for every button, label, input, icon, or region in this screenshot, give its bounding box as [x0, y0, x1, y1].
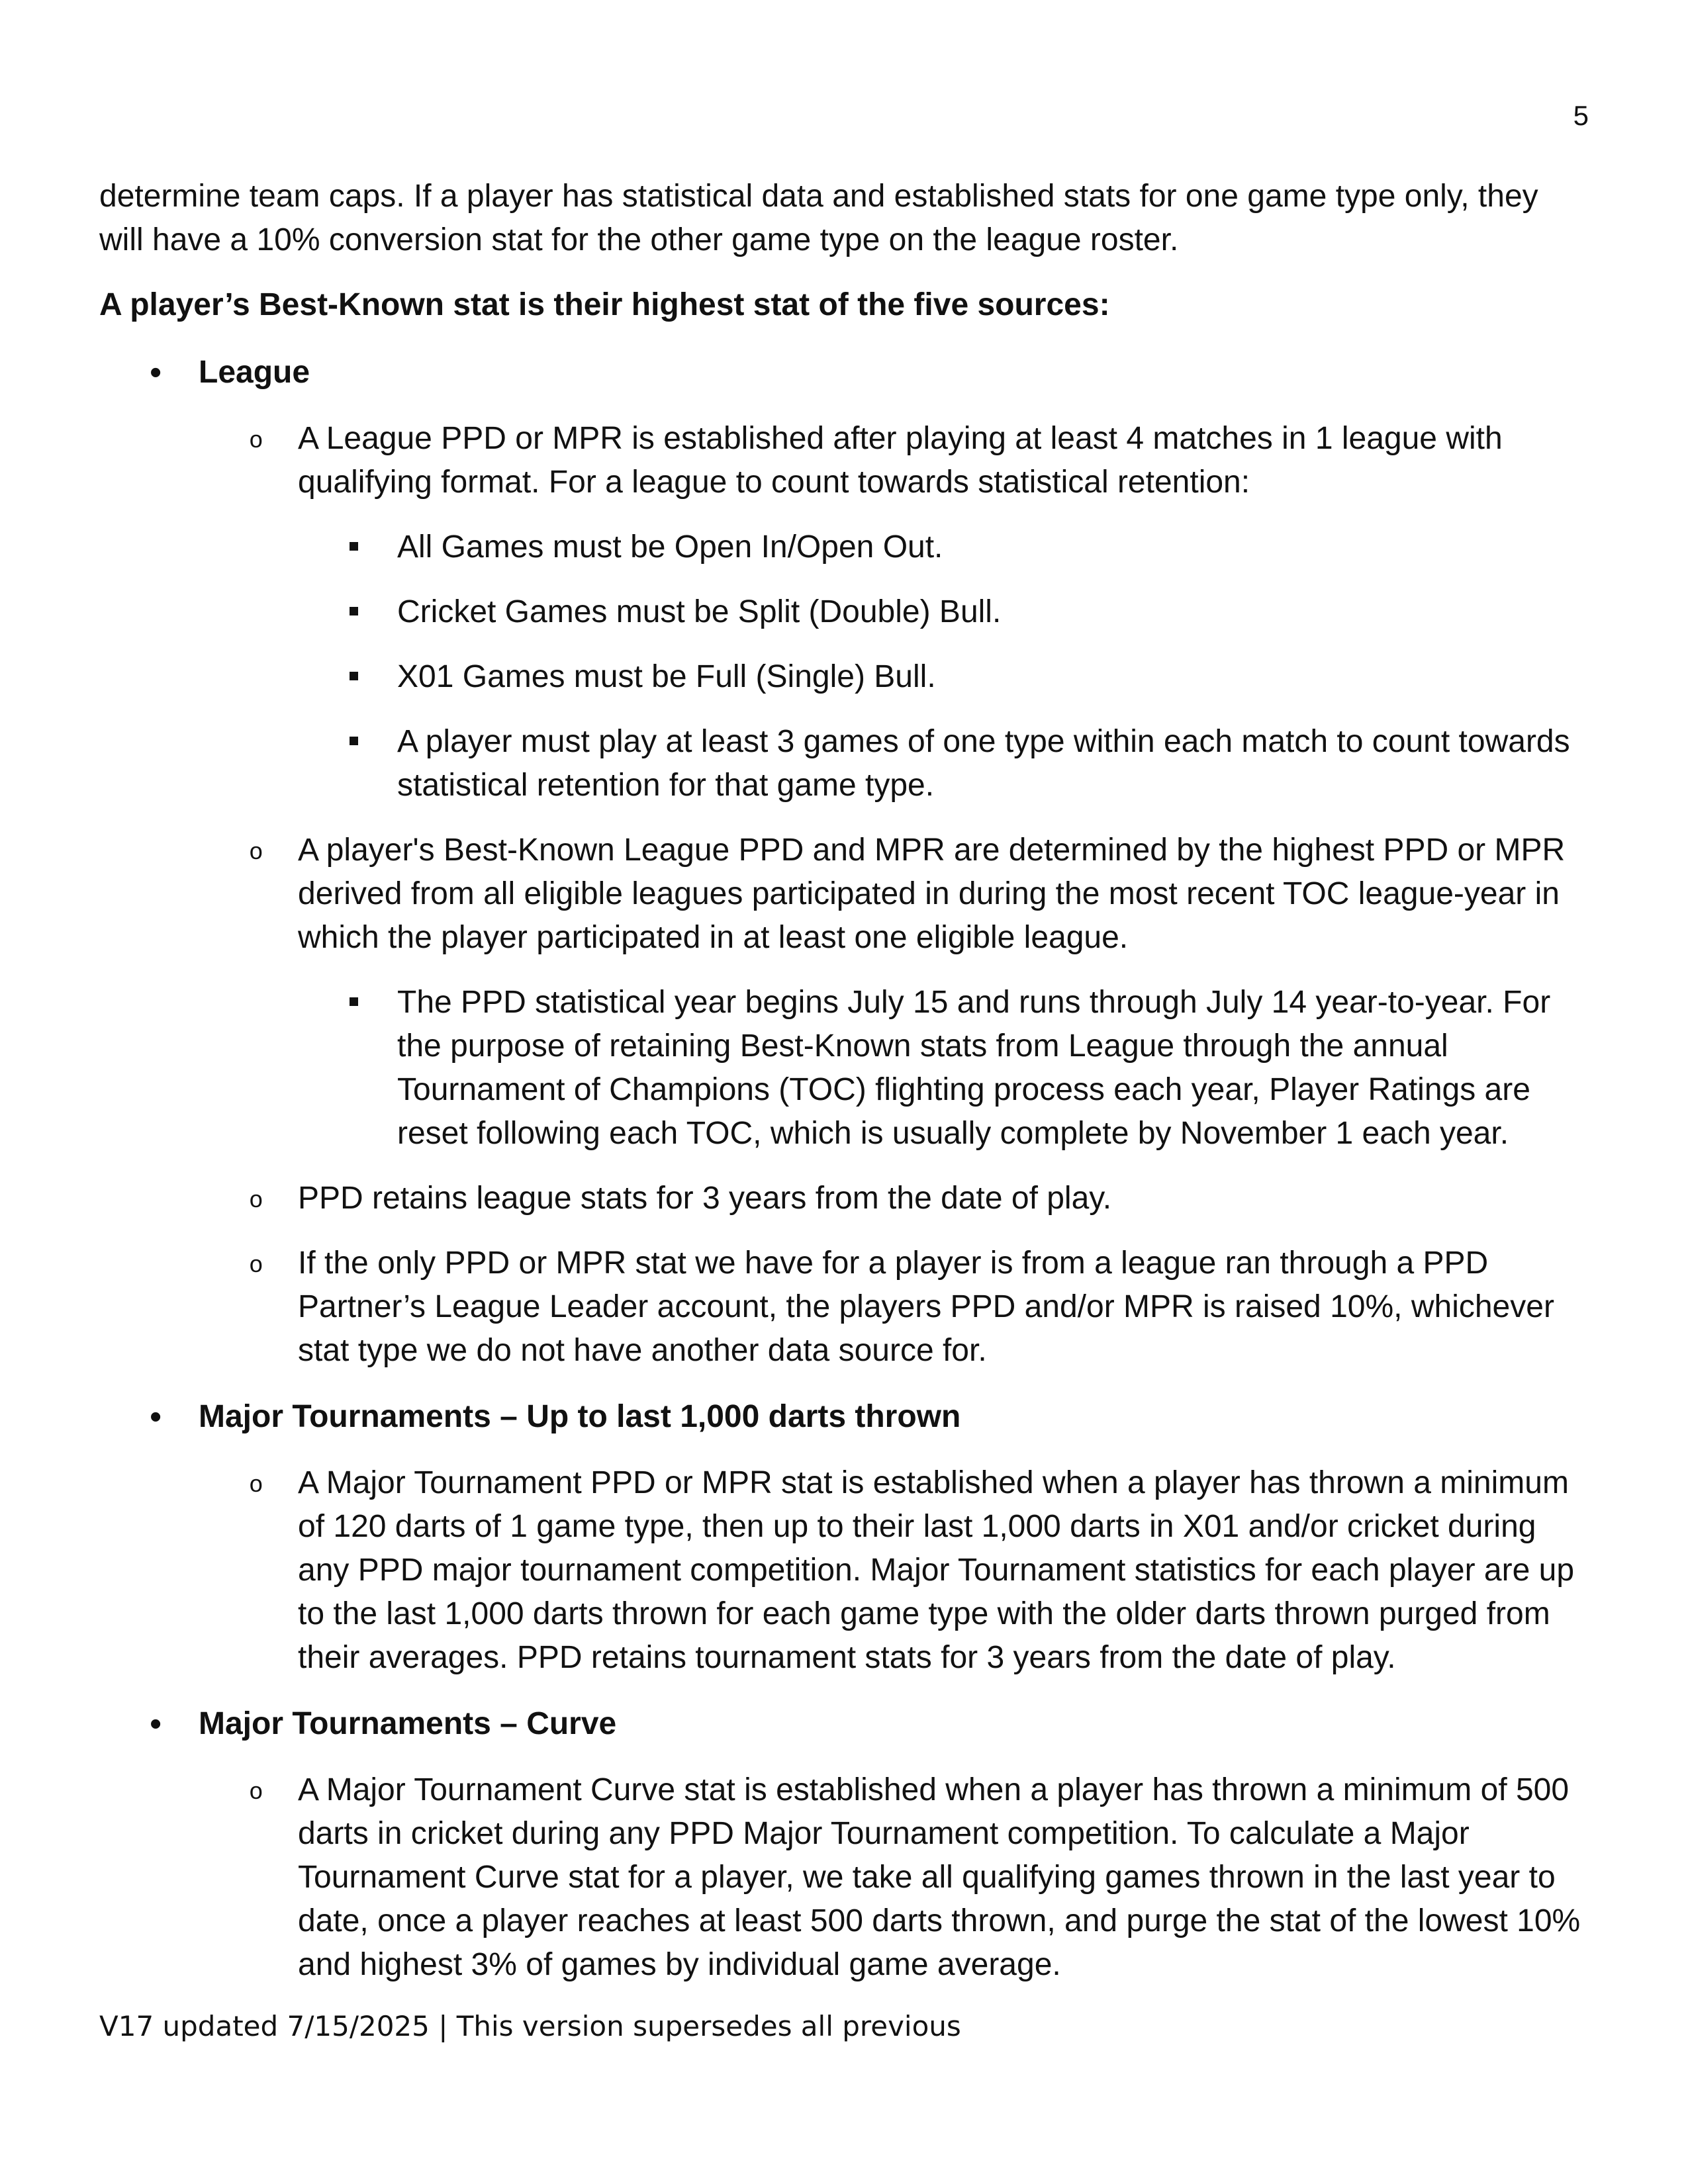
league-retention: o PPD retains league stats for 3 years from the date of play. — [199, 1177, 1589, 1220]
page-number: 5 — [1573, 100, 1589, 131]
league-establishment — [199, 417, 1589, 807]
major-curve-title: • Major Tournaments – Curve — [199, 1706, 617, 1741]
league-best-known-text: o A player's Best-Known League PPD and MPR are determined by the highest PPD or MPR derived from all eligible leagues participated in during the most recent TOC league-year in which the player participated in at least one eligible league. — [298, 833, 1566, 955]
league-rule-three-games: A player must play at least 3 games of one type within each match to count towards statistical retention for that game type. — [298, 720, 1589, 807]
major-darts-title: • Major Tournaments – Up to last 1,000 darts thrown — [199, 1399, 961, 1434]
stat-sources-list — [99, 351, 1589, 1987]
intro-paragraph: determine team caps. If a player has statistical data and established stats for one game type only, they will have a 10% conversion stat for the other game type on the league roster. — [99, 179, 1538, 257]
league-rule-x01-bull: X01 Games must be Full (Single) Bull. — [298, 655, 1589, 699]
source-major-curve — [99, 1702, 1589, 1987]
league-best-known-notes — [298, 981, 1589, 1156]
league-format-rules — [298, 525, 1589, 807]
league-title: • League — [199, 355, 310, 390]
major-darts-rule: o A Major Tournament PPD or MPR stat is established when a player has thrown a minimum of 120 darts of 1 game type, then up to their last 1,000 darts in X01 and/or cricket during any PPD major tournament competition. Major Tournament statistics for each player are up to the last 1,000 darts thrown for each game type with the older darts thrown purged from their averages. PPD retains tournament stats for 3 years from the date of play. — [199, 1461, 1589, 1680]
league-establishment-text: o A League PPD or MPR is established after playing at least 4 matches in 1 league with qualifying format. For a league to count towards statistical retention: — [298, 421, 1503, 500]
league-partner-rule: o If the only PPD or MPR stat we have for a player is from a league ran through a PPD Partner’s League Leader account, the players PPD and/or MPR is raised 10%, whichever stat type we do not have another data source for. — [199, 1242, 1589, 1373]
source-major-darts — [99, 1395, 1589, 1680]
source-league — [99, 351, 1589, 1373]
major-curve-subitems — [199, 1768, 1589, 1987]
section-heading: A player’s Best-Known stat is their highest stat of the five sources: — [99, 287, 1110, 322]
league-best-known — [199, 829, 1589, 1156]
major-curve-rule: o A Major Tournament Curve stat is established when a player has thrown a minimum of 500 darts in cricket during any PPD Major Tournament competition. To calculate a Major Tournament Curve stat for a player, we take all qualifying games thrown in the last year to date, once a player reaches at least 500 darts thrown, and purge the stat of the lowest 10% and highest 3% of games by individual game average. — [199, 1768, 1589, 1987]
league-rule-cricket-bull: Cricket Games must be Split (Double) Bull. — [298, 590, 1589, 634]
league-subitems — [199, 417, 1589, 1373]
major-darts-subitems — [199, 1461, 1589, 1680]
league-statistical-year-note: The PPD statistical year begins July 15 and runs through July 14 year-to-year. For the purpose of retaining Best-Known stats from League through the annual Tournament of Champions (TOC) flighting process each year, Player Ratings are reset following each TOC, which is usually complete by November 1 each year. — [298, 981, 1589, 1156]
document-footer: V17 updated 7/15/2025 | This version supersedes all previous — [99, 2010, 961, 2042]
document-content — [99, 175, 1589, 2009]
league-rule-open-in-out: All Games must be Open In/Open Out. — [298, 525, 1589, 569]
